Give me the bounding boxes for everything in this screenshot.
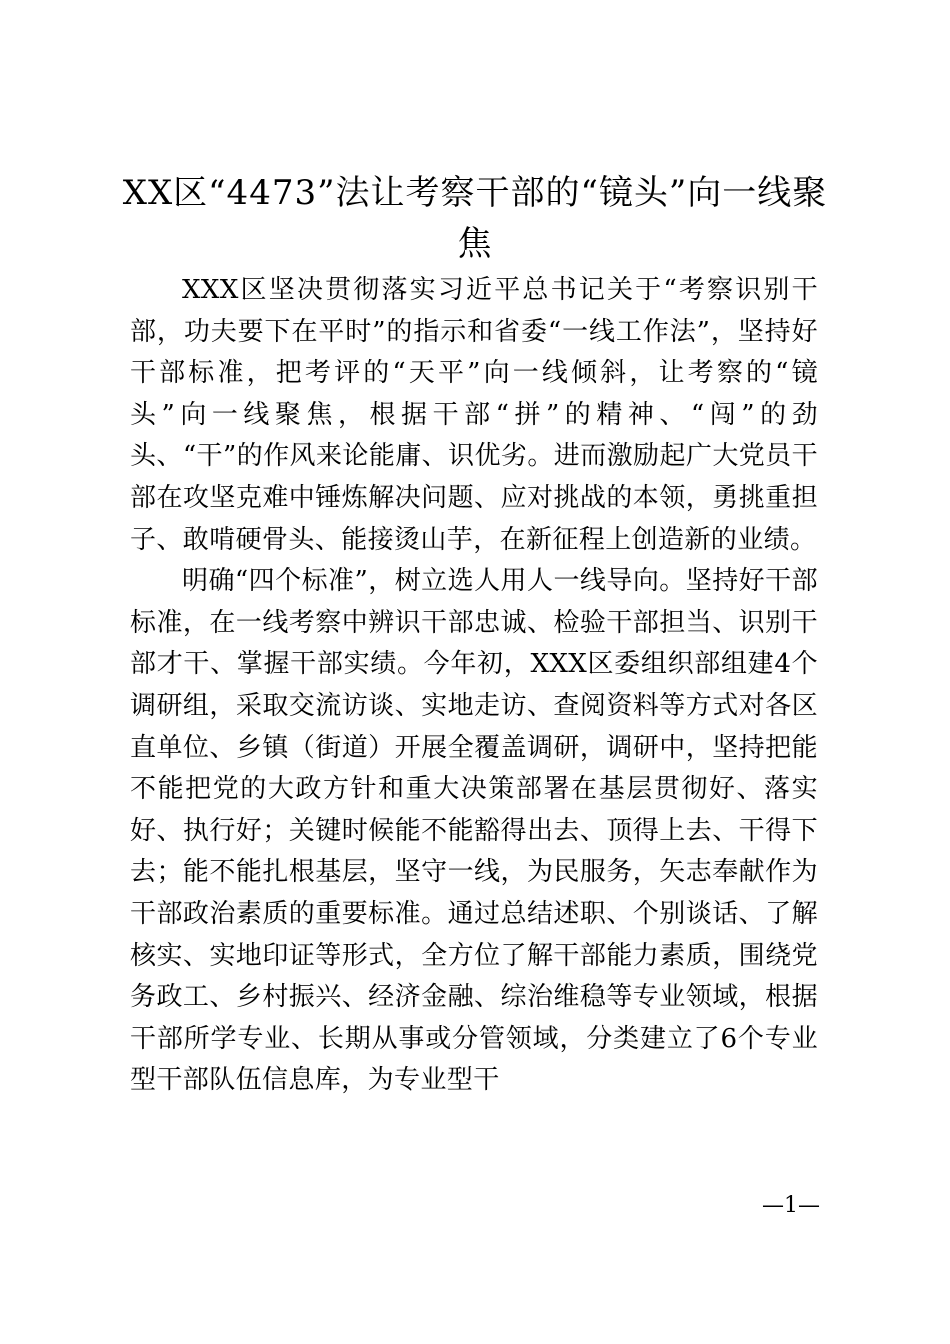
document-title: XX区“4473”法让考察干部的“镜头”向一线聚焦 xyxy=(122,173,828,264)
document-body xyxy=(130,270,818,1102)
paragraph-1: XXX区坚决贯彻落实习近平总书记关于“考察识别干部，功夫要下在平时”的指示和省委“一线工作法”，坚持好干部标准，把考评的“天平”向一线倾斜，让考察的“镜头”向一线聚焦，根据干部“拼”的精神、“闯”的劲头、“干”的作风来论能庸、识优劣。进而激励起广大党员干部在攻坚克难中锤炼解决问题、应对挑战的本领，勇挑重担子、敢啃硬骨头、能接烫山芋，在新征程上创造新的业绩。 xyxy=(130,275,818,555)
paragraph-2: 明确“四个标准”，树立选人用人一线导向。坚持好干部标准，在一线考察中辨识干部忠诚、检验干部担当、识别干部才干、掌握干部实绩。今年初，XXX区委组织部组建4个调研组，采取交流访谈、实地走访、查阅资料等方式对各区直单位、乡镇（街道）开展全覆盖调研，调研中，坚持把能不能把党的大政方针和重大决策部署在基层贯彻好、落实好、执行好；关键时候能不能豁得出去、顶得上去、干得下去；能不能扎根基层，坚守一线，为民服务，矢志奉献作为干部政治素质的重要标准。通过总结述职、个别谈话、了解核实、实地印证等形式，全方位了解干部能力素质，围绕党务政工、乡村振兴、经济金融、综治维稳等专业领域，根据干部所学专业、长期从事或分管领域，分类建立了6个专业型干部队伍信息库，为专业型干 xyxy=(130,566,818,1096)
page-number: —1— xyxy=(762,1193,820,1218)
